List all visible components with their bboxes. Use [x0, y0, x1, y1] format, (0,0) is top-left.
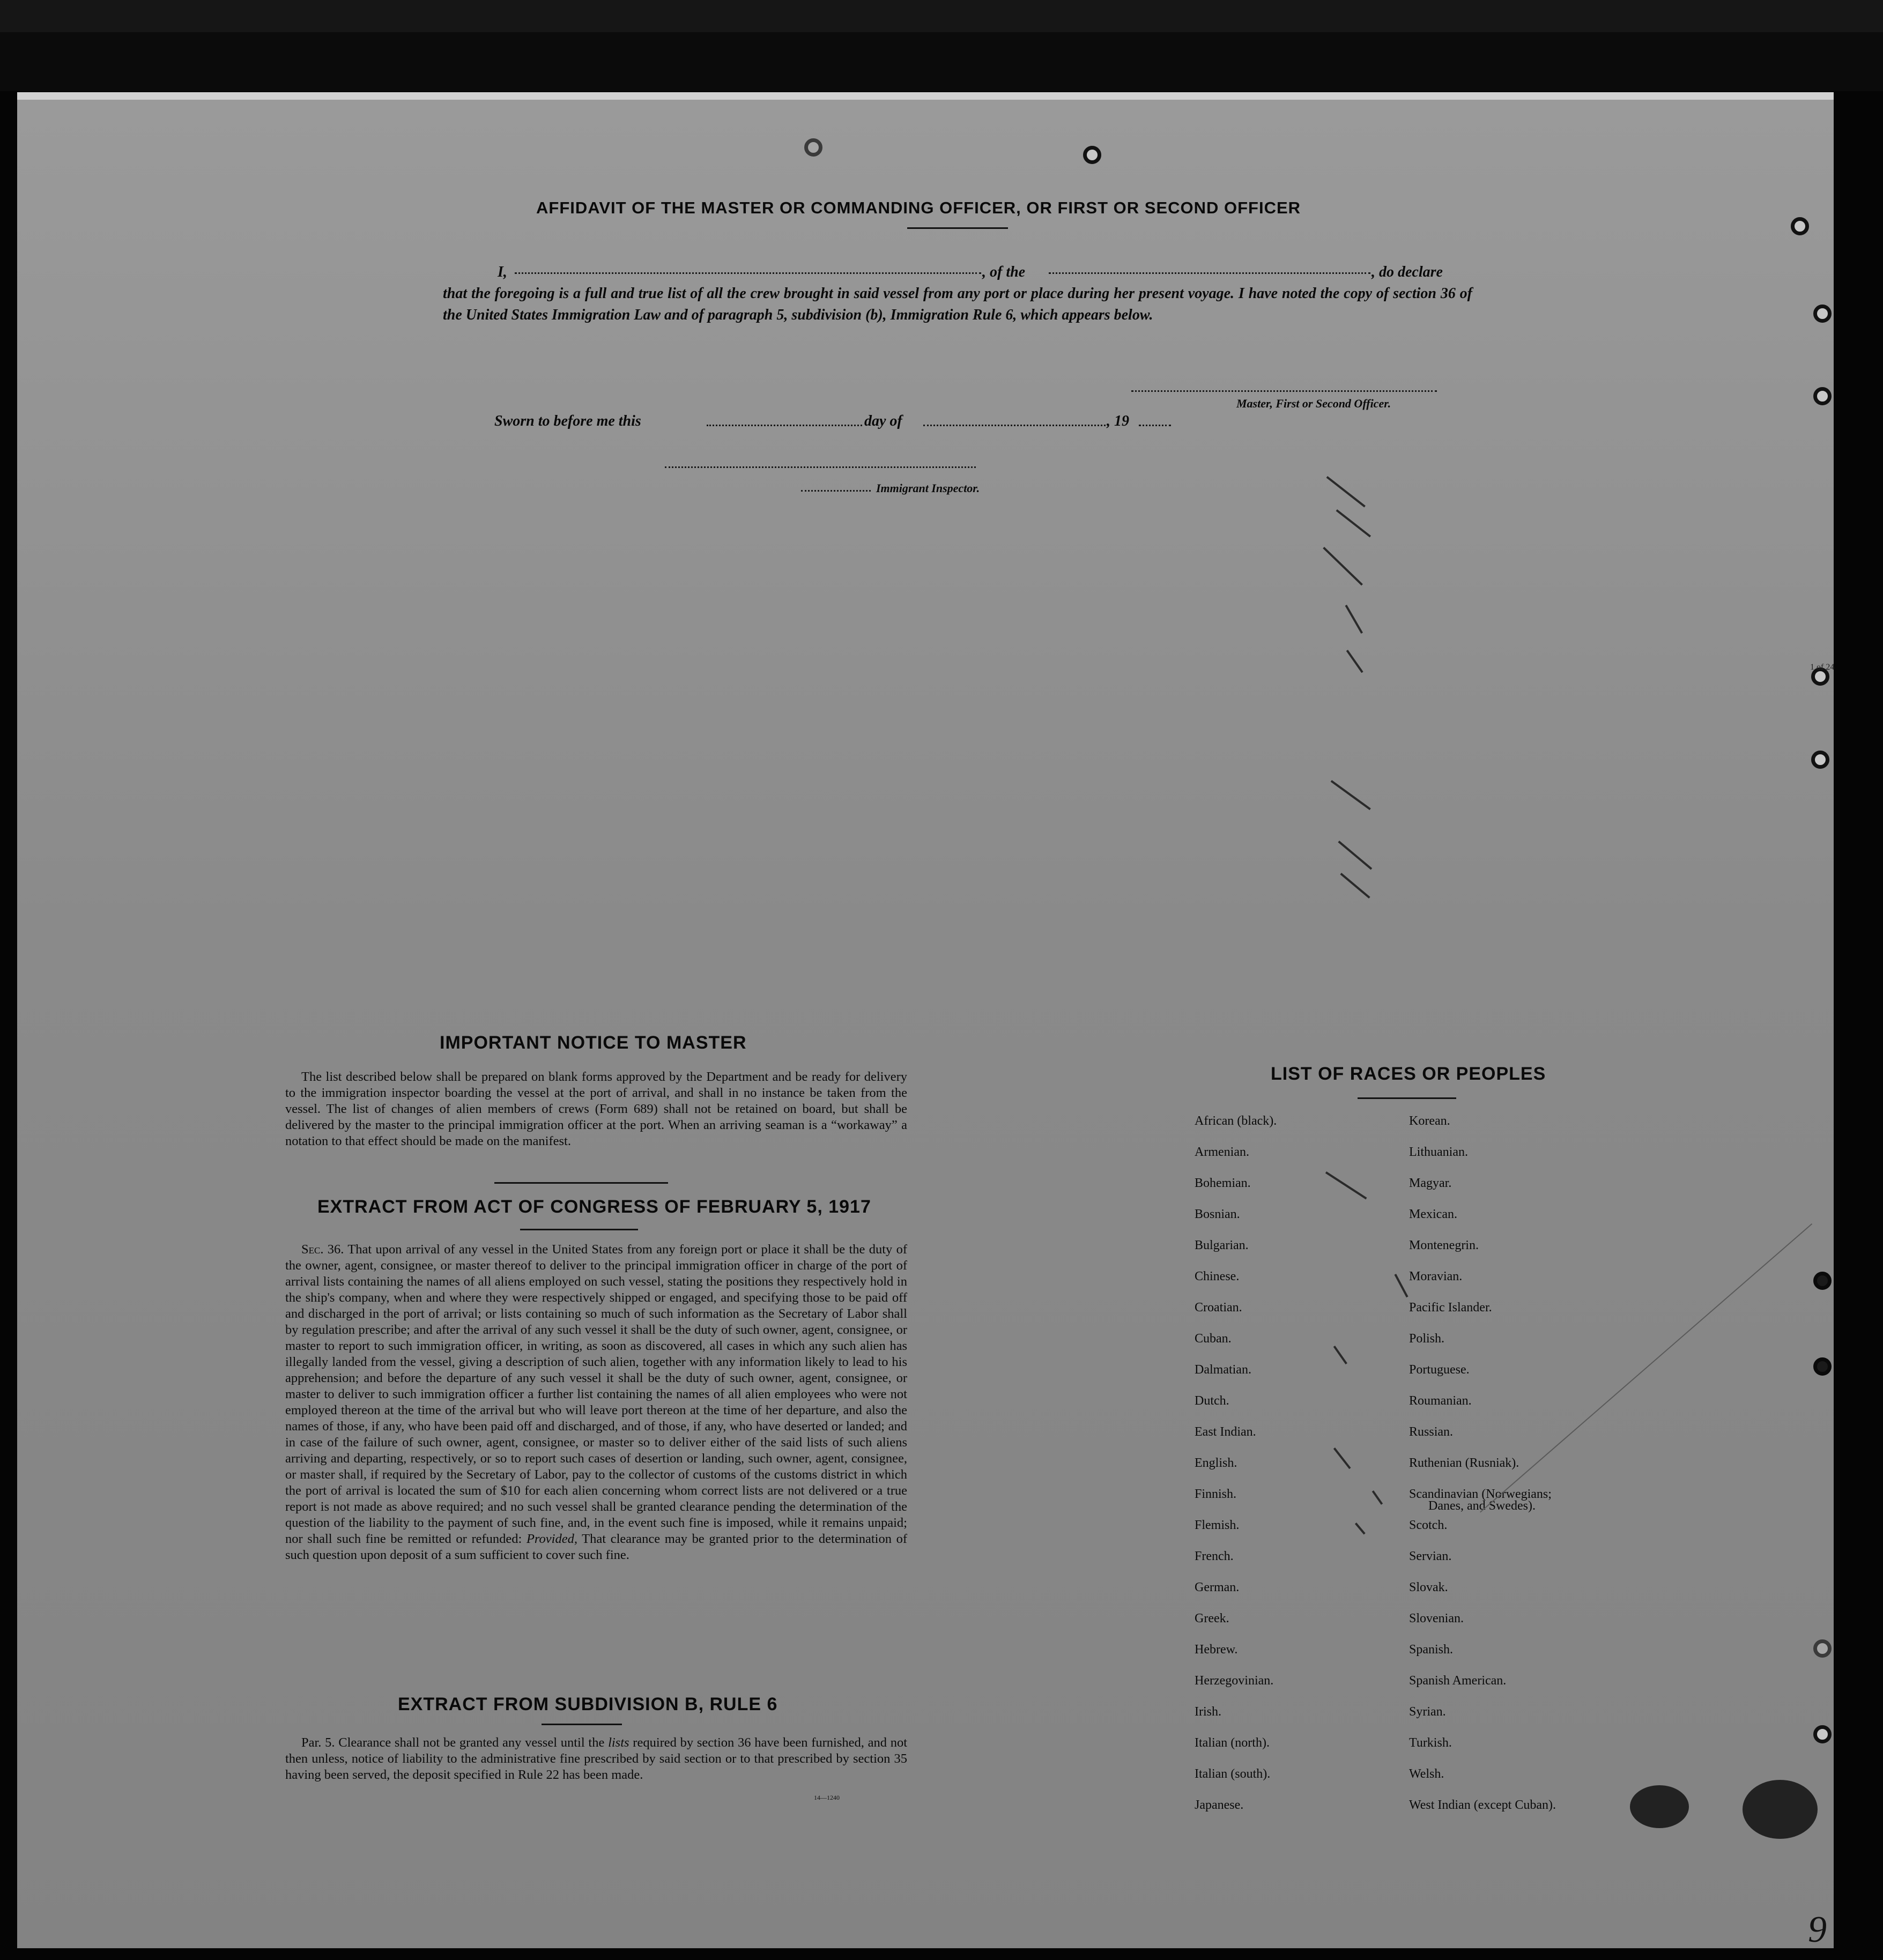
race-right-item: Turkish. [1409, 1736, 1452, 1750]
inspector-label: Immigrant Inspector. [876, 481, 980, 495]
race-right-item: Welsh. [1409, 1767, 1444, 1781]
race-left-item: Bulgarian. [1195, 1238, 1249, 1252]
race-left-item: Hebrew. [1195, 1643, 1238, 1657]
race-left-item: Finnish. [1195, 1487, 1237, 1501]
race-right-item: Syrian. [1409, 1705, 1446, 1719]
race-left-item: Chinese. [1195, 1269, 1240, 1283]
race-right-item: Spanish American. [1409, 1674, 1507, 1688]
race-right-scandinavian-cont: Danes, and Swedes). [1428, 1499, 1536, 1513]
race-left-item: Italian (north). [1195, 1736, 1270, 1750]
notice-title: IMPORTANT NOTICE TO MASTER [440, 1033, 747, 1053]
notice-body: The list described below shall be prepared on blank forms approved by the Department and be ready for delivery to the immigration inspector boarding the vessel at the port of arrival, and shall in no instance be taken from the vessel. The list of changes of alien members of crews (Form 689) shall not be retained on board, but shall be delivered by the master to the principal immigration officer at the port. When an arriving seaman is a “workaway” a notation to that effect should be made on the manifest. [285, 1070, 907, 1148]
affidavit-title-rule [907, 227, 1008, 229]
corner-page-number: 9 [1808, 1909, 1827, 1950]
rule-text-end: required by section 36 have been furnished, and not then unless, notice of liability to the administrative fine prescribed by said section or to that prescribed by section 35 having been served, the deposit specified in Rule 22 has been made. [285, 1735, 908, 1782]
race-right-item: Spanish. [1409, 1643, 1454, 1657]
binder-hole-right-3 [1813, 387, 1832, 405]
race-right-item: Moravian. [1409, 1269, 1463, 1283]
affidavit-of-the: , of the [982, 264, 1026, 280]
race-right-item: Slovak. [1409, 1580, 1448, 1594]
race-right-item: Pacific Islander. [1409, 1301, 1492, 1315]
act-body [285, 1242, 907, 1563]
sworn-day-of: day of [864, 413, 902, 429]
race-left-item: Croatian. [1195, 1301, 1242, 1315]
affidavit-i: I, [498, 264, 507, 280]
race-right-item: Portuguese. [1409, 1363, 1470, 1377]
race-left-item: Irish. [1195, 1705, 1221, 1719]
race-left-item: Dutch. [1195, 1394, 1229, 1408]
scanner-top-strip [0, 0, 1883, 32]
act-title-rule [520, 1229, 638, 1230]
binder-hole-right-7 [1813, 1357, 1832, 1376]
rule-lists-word: lists [608, 1735, 629, 1750]
race-right-item: Servian. [1409, 1549, 1452, 1563]
form-number: 14—1240 [814, 1794, 840, 1801]
inspector-signature-lead [801, 490, 871, 492]
race-left-item: Cuban. [1195, 1332, 1232, 1346]
rule-body [285, 1735, 907, 1783]
rule-text-start: Par. 5. Clearance shall not be granted any vessel until the [301, 1735, 605, 1750]
binder-hole-right-9 [1813, 1725, 1832, 1743]
ink-blot-1 [1630, 1785, 1689, 1828]
race-right-item: Montenegrin. [1409, 1238, 1479, 1252]
race-left-item: East Indian. [1195, 1425, 1256, 1439]
side-page-annotation: 1 of 24 [1810, 663, 1835, 672]
sworn-year: , 19 [1107, 413, 1129, 429]
sworn-day-field[interactable] [707, 425, 862, 426]
sworn-year-field[interactable] [1139, 425, 1171, 426]
page-top-edge [17, 92, 1834, 100]
rule-title-rule [542, 1724, 622, 1725]
races-title: LIST OF RACES OR PEOPLES [1271, 1064, 1546, 1084]
binder-hole-right-8 [1813, 1639, 1832, 1658]
inspector-signature-field[interactable] [665, 466, 976, 468]
race-left-item: African (black). [1195, 1114, 1277, 1128]
race-right-item: Polish. [1409, 1332, 1445, 1346]
affidavit-declare: , do declare [1372, 264, 1443, 280]
race-right-item: Russian. [1409, 1425, 1454, 1439]
race-right-item: Magyar. [1409, 1176, 1452, 1190]
race-left-item: Armenian. [1195, 1145, 1249, 1159]
binder-hole-top-center [1083, 146, 1101, 164]
race-left-item: Bosnian. [1195, 1207, 1240, 1221]
notice-rule [494, 1182, 668, 1184]
binder-hole-top-left [804, 138, 822, 157]
act-provided: Provided, [526, 1532, 577, 1546]
act-section-label: Sec. 36. [301, 1242, 344, 1257]
race-right-item: Slovenian. [1409, 1612, 1464, 1625]
sworn-label: Sworn to before me this [494, 413, 641, 429]
race-right-item: West Indian (except Cuban). [1409, 1798, 1556, 1812]
race-left-item: Flemish. [1195, 1518, 1240, 1532]
vessel-name-field[interactable] [1049, 272, 1370, 274]
ink-blot-2 [1743, 1780, 1818, 1839]
master-signature-field[interactable] [1131, 390, 1437, 392]
binder-hole-right-5 [1811, 751, 1829, 769]
race-left-item: Greek. [1195, 1612, 1229, 1625]
race-right-item: Mexican. [1409, 1207, 1457, 1221]
affiant-name-field[interactable] [515, 272, 981, 274]
race-left-item: Japanese. [1195, 1798, 1244, 1812]
act-section-text: That upon arrival of any vessel in the United States from any foreign port or place it shall be the duty of the owner, agent, consignee, or master thereof to deliver to the principal immigration officer in charge of the port of arrival lists containing the names of all aliens employed on such vessel, stating the positions they respectively hold in the ship's company, when and where they were respectively shipped or engaged, and specifying those to be paid off and discharged in the port of arrival; or lists containing so much of such information as the Secretary of Labor shall by regulation prescribe; and after the arrival of any such vessel it shall be the duty of such owner, agent, consignee, or master to report to such immigration officer, in writing, as soon as discovered, all cases in which any such alien has illegally landed from the vessel, giving a description of such alien, together with any information likely to lead to his apprehension; and before the departure of any such vessel it shall be the duty of such owner, agent, consignee, or master to deliver to such immigration officer a further list containing the names of all alien employees who were not employed thereon at the time of the arrival but who will leave port thereon at the time of her departure, and also the names of those, if any, who have been paid off and discharged, and of those, if any, who have deserted or landed; and in case of the failure of such owner, agent, consignee, or master so to deliver either of the said lists of such aliens arriving and departing, respectively, or so to report such cases of desertion or landing, such owner, agent, consignee, or master shall, if required by the Secretary of Labor, pay to the collector of customs of the customs district in which the port of arrival is located the sum of $10 for each alien concerning whom correct lists are not delivered or a true report is not made as above required; and no such vessel shall be granted clearance pending the determination of the question of the liability to the payment of such fine, and, in the event such fine is imposed, while it remains unpaid; nor shall such fine be remitted or refunded: [285, 1242, 908, 1546]
race-right-item: Roumanian. [1409, 1394, 1472, 1408]
race-right-item: Lithuanian. [1409, 1145, 1468, 1159]
race-left-item: Herzegovinian. [1195, 1674, 1274, 1688]
race-right-item: Korean. [1409, 1114, 1450, 1128]
page-surface [17, 100, 1834, 1948]
race-left-item: Bohemian. [1195, 1176, 1251, 1190]
binder-hole-right-1 [1791, 217, 1809, 235]
sworn-month-field[interactable] [923, 425, 1106, 426]
document-page [17, 92, 1834, 1948]
race-right-item: Scotch. [1409, 1518, 1448, 1532]
race-left-item: French. [1195, 1549, 1234, 1563]
race-left-item: Dalmatian. [1195, 1363, 1251, 1377]
act-title: EXTRACT FROM ACT OF CONGRESS OF FEBRUARY 5, 1917 [317, 1197, 871, 1217]
rule-title: EXTRACT FROM SUBDIVISION B, RULE 6 [398, 1694, 778, 1714]
affidavit-body: that the foregoing is a full and true list of all the crew brought in said vessel from any port or place during her present voyage. I have noted the copy of section 36 of the United States Immigration Law and of paragraph 5, subdivision (b), Immigration Rule 6, which appears below. [443, 285, 1472, 323]
race-right-item: Scandinavian (Norwegians; [1409, 1487, 1552, 1501]
race-right-item: Ruthenian (Rusniak). [1409, 1456, 1519, 1470]
act-section-end: That clearance may be granted prior to the determination of such question upon deposit of a sum sufficient to cover such fine. [285, 1532, 907, 1562]
binder-hole-right-6 [1813, 1272, 1832, 1290]
master-signature-label: Master, First or Second Officer. [1236, 397, 1391, 410]
scanner-top-band [0, 0, 1883, 91]
race-left-item: Italian (south). [1195, 1767, 1271, 1781]
affidavit-title: AFFIDAVIT OF THE MASTER OR COMMANDING OFFICER, OR FIRST OR SECOND OFFICER [536, 198, 1301, 217]
binder-hole-right-2 [1813, 305, 1832, 323]
race-left-item: English. [1195, 1456, 1237, 1470]
race-left-item: German. [1195, 1580, 1240, 1594]
races-title-rule [1358, 1097, 1456, 1099]
